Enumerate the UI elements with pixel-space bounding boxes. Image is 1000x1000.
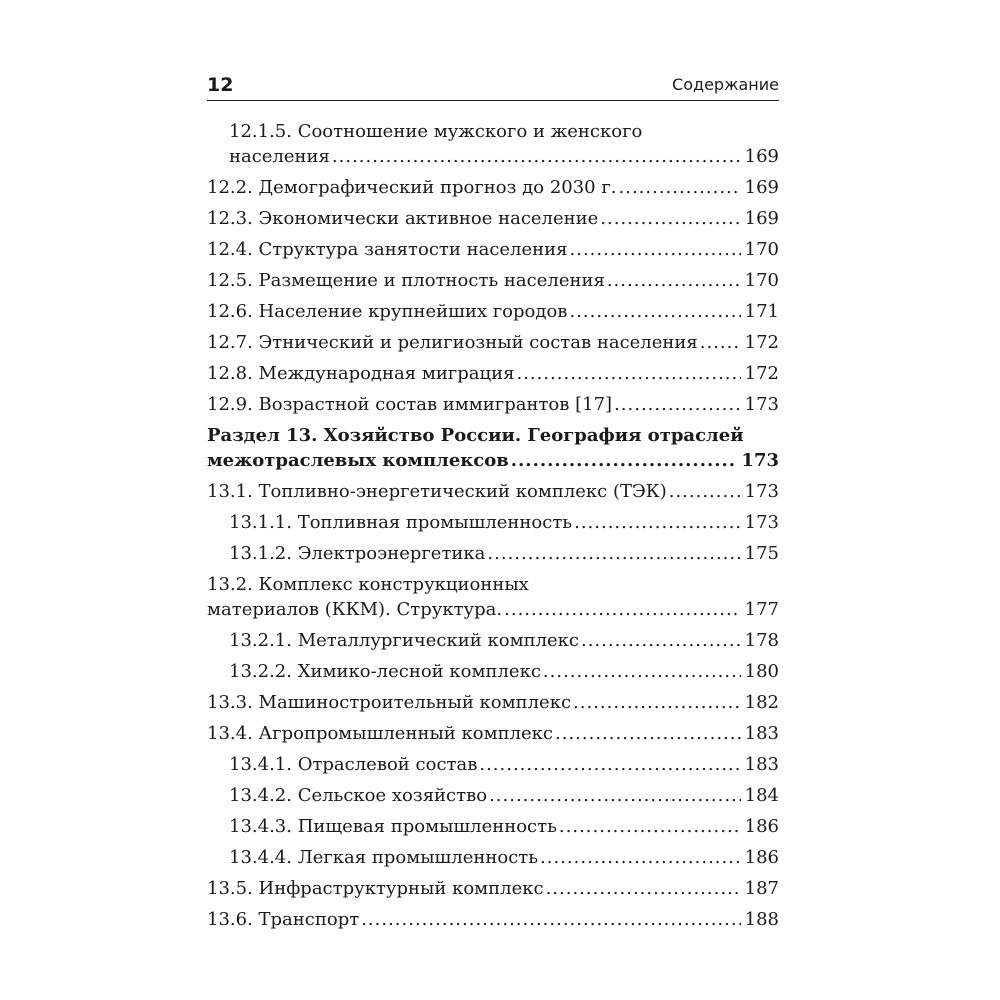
dot-leader [573,690,741,715]
toc-entry-title: 12.6. Население крупнейших городов [207,301,568,322]
toc-entry [207,907,779,932]
page-header [207,72,779,101]
dot-leader [559,814,741,839]
dot-leader [479,752,740,777]
toc-entry-page: 182 [744,692,779,713]
toc-entry [207,845,779,870]
toc-entry [207,361,779,386]
toc-entry-title: 13.4.2. Сельское хозяйство [229,785,488,806]
toc-entry-line [207,330,779,355]
dot-leader [546,876,741,901]
toc-entry-page: 170 [744,270,779,291]
toc-entry-line [229,144,779,169]
toc-entry-title-line: 12.1.5. Соотношение мужского и женского [229,121,643,142]
toc-entry-page: 186 [744,816,779,837]
toc-entry-line [229,510,779,535]
dot-leader [569,299,740,324]
toc-entry-title: 13.4.4. Легкая промышленность [229,847,539,868]
toc-entry-title: 13.2.1. Металлургический комплекс [229,630,579,651]
toc-entry [207,175,779,200]
running-title: Содержание [672,75,779,94]
dot-leader [540,845,741,870]
dot-leader [504,597,741,622]
toc-entry-page: 171 [744,301,779,322]
toc-entry [207,814,779,839]
toc-entry-page: 188 [744,909,779,930]
toc-entry-page: 169 [744,177,779,198]
toc-entry-title: 13.4.3. Пищевая промышленность [229,816,557,837]
toc-entry-title: 12.3. Экономически активное население [207,208,599,229]
table-of-contents [207,119,779,938]
toc-entry-line [207,907,779,932]
toc-entry-page: 172 [744,332,779,353]
toc-entry [207,392,779,417]
dot-leader [600,206,740,231]
toc-entry-title: 12.7. Этнический и религиозный состав населения [207,332,698,353]
dot-leader [570,237,741,262]
toc-entry [207,541,779,566]
toc-entry-line [229,783,779,808]
toc-entry-page: 169 [744,146,779,167]
toc-entry-line [229,845,779,870]
toc-entry-page: 184 [744,785,779,806]
toc-entry-line [229,628,779,653]
toc-entry [207,299,779,324]
toc-entry-page: 178 [744,630,779,651]
toc-entry-page: 183 [744,723,779,744]
toc-entry-page: 186 [744,847,779,868]
dot-leader [700,330,741,355]
toc-entry-title: 13.1.2. Электроэнергетика [229,543,486,564]
toc-entry [207,783,779,808]
toc-entry-page: 180 [744,661,779,682]
dot-leader [581,628,741,653]
dot-leader [361,907,740,932]
toc-entry-page: 169 [744,208,779,229]
toc-entry-line [207,392,779,417]
toc-entry-line [207,448,779,473]
toc-entry-title-line: 13.2. Комплекс конструкционных [207,574,529,595]
toc-entry [207,572,779,622]
dot-leader [487,541,740,566]
toc-entry-title: 13.5. Инфраструктурный комплекс [207,878,544,899]
toc-entry [207,206,779,231]
toc-entry-page: 173 [744,481,779,502]
toc-entry [207,479,779,504]
dot-leader [619,175,741,200]
toc-entry [207,752,779,777]
toc-entry-title: 12.2. Демографический прогноз до 2030 г. [207,177,617,198]
toc-entry-title: 13.6. Транспорт [207,909,360,930]
toc-entry [207,268,779,293]
toc-entry [207,659,779,684]
toc-entry-title: 13.4. Агропромышленный комплекс [207,723,553,744]
toc-entry-page: 177 [744,599,779,620]
toc-entry-title-line: Раздел 13. Хозяйство России. География отраслей [207,425,744,446]
toc-entry-title: 13.1. Топливно-энергетический комплекс (ТЭК) [207,481,667,502]
toc-entry-page: 173 [744,394,779,415]
toc-entry-page: 170 [744,239,779,260]
toc-entry [207,237,779,262]
dot-leader [332,144,741,169]
toc-entry-line [207,597,779,622]
dot-leader [489,783,741,808]
page-number: 12 [207,74,234,96]
dot-leader [516,361,740,386]
toc-entry-title: населения [229,146,330,167]
toc-entry-line [207,876,779,901]
toc-entry-line [229,541,779,566]
dot-leader [543,659,741,684]
toc-entry [207,510,779,535]
toc-entry-line [207,268,779,293]
toc-entry [207,876,779,901]
dot-leader [607,268,741,293]
toc-entry-title: межотраслевых комплексов [207,450,509,471]
toc-entry-title: 13.4.1. Отраслевой состав [229,754,478,775]
toc-entry [207,119,779,169]
toc-entry-title: 12.4. Структура занятости населения [207,239,568,260]
toc-entry-line [207,361,779,386]
toc-entry [207,690,779,715]
toc-entry-line [229,814,779,839]
toc-entry-line [229,659,779,684]
toc-entry [207,330,779,355]
dot-leader [574,510,741,535]
toc-entry-page: 173 [744,512,779,533]
toc-entry-line [207,479,779,504]
toc-entry-page: 175 [744,543,779,564]
toc-entry-line [207,175,779,200]
toc-entry-page: 172 [744,363,779,384]
dot-leader [555,721,741,746]
toc-entry-line [229,752,779,777]
toc-entry-page: 173 [741,450,779,471]
toc-entry-title: 12.8. Международная миграция [207,363,515,384]
toc-entry-line [207,237,779,262]
dot-leader [614,392,741,417]
toc-entry-title: 13.1.1. Топливная промышленность [229,512,573,533]
toc-entry-title: 12.9. Возрастной состав иммигрантов [17] [207,394,613,415]
toc-entry-line [207,721,779,746]
toc-entry-title: 12.5. Размещение и плотность населения [207,270,605,291]
dot-leader [511,448,738,473]
toc-entry-page: 187 [744,878,779,899]
toc-entry-line [207,299,779,324]
dot-leader [669,479,741,504]
toc-entry-title: 13.2.2. Химико-лесной комплекс [229,661,541,682]
toc-entry [207,721,779,746]
toc-entry-line [207,690,779,715]
toc-entry [207,628,779,653]
toc-section-entry [207,423,779,473]
toc-entry-line [207,206,779,231]
toc-entry-title: 13.3. Машиностроительный комплекс [207,692,572,713]
toc-entry-page: 183 [744,754,779,775]
toc-entry-title: материалов (ККМ). Структура. [207,599,503,620]
